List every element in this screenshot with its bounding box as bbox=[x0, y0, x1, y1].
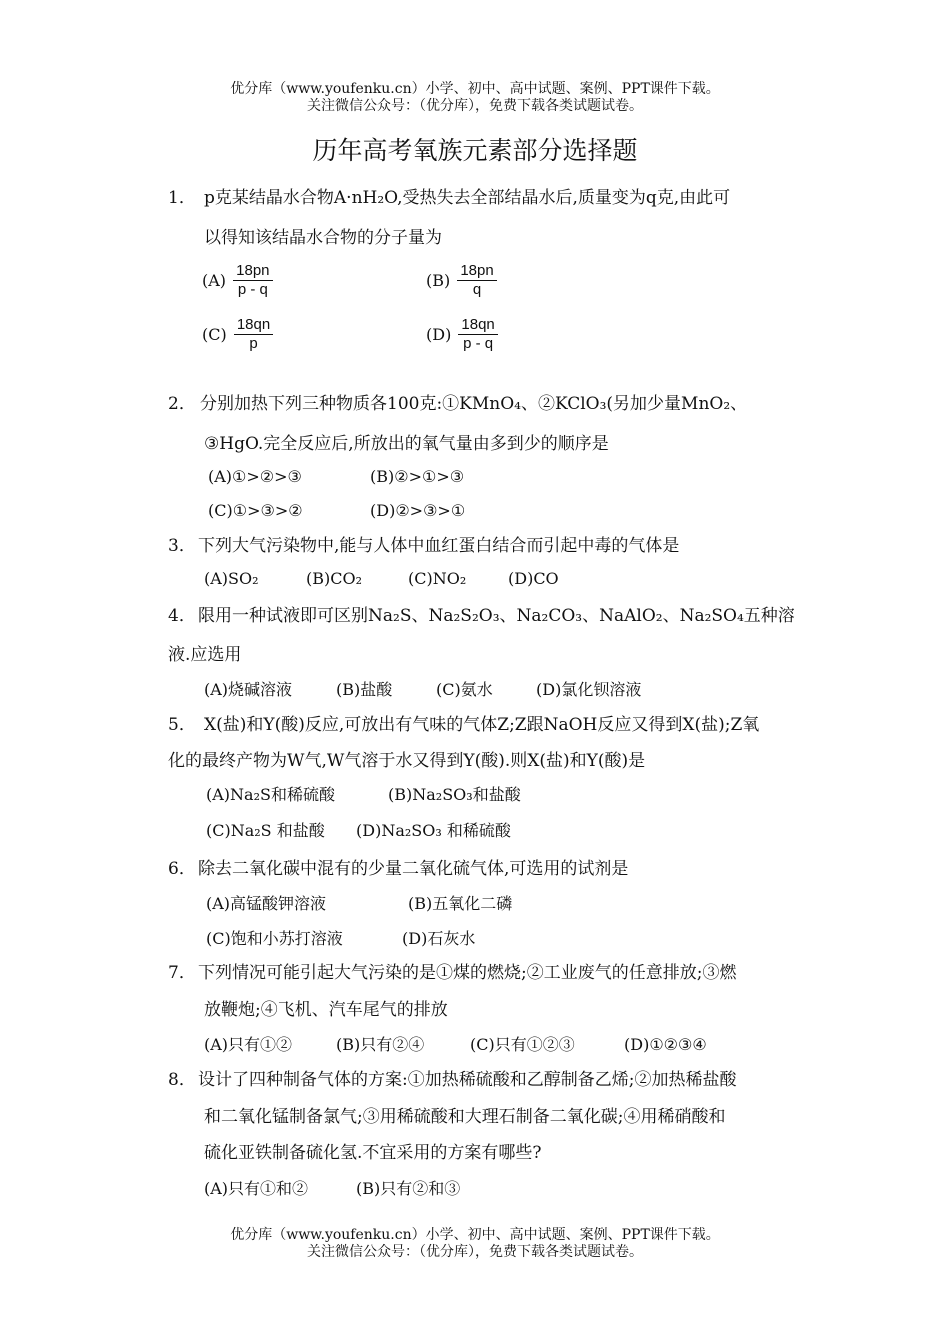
q5-option-b: (B)Na₂SO₃和盐酸 bbox=[388, 785, 521, 804]
question-4-line-1: 限用一种试液即可区别Na₂S、Na₂S₂O₃、Na₂CO₃、NaAlO₂、Na₂SO₄五种溶 bbox=[198, 606, 795, 626]
q1-option-d-fraction bbox=[458, 316, 497, 353]
q1-option-d bbox=[426, 316, 498, 353]
q3-option-b: (B)CO₂ bbox=[306, 569, 363, 588]
q2-option-a: (A)①>②>③ bbox=[208, 467, 302, 486]
q8-option-a: (A)只有①和② bbox=[204, 1179, 309, 1198]
question-2-line-2: ③HgO.完全反应后,所放出的氧气量由多到少的顺序是 bbox=[204, 434, 609, 454]
q1-option-d-label: (D) bbox=[426, 325, 452, 344]
q1-option-c-denominator: p bbox=[249, 335, 258, 352]
q6-option-a: (A)高锰酸钾溶液 bbox=[206, 894, 327, 913]
q1-option-a-label: (A) bbox=[202, 271, 227, 290]
q1-option-c-fraction bbox=[234, 316, 273, 353]
question-7-number: 7． bbox=[168, 963, 196, 983]
q1-option-b-numerator: 18pn bbox=[457, 262, 496, 281]
question-5-line-1: X(盐)和Y(酸)反应,可放出有气味的气体Z;Z跟NaOH反应又得到X(盐);Z氧 bbox=[204, 715, 760, 735]
q6-option-b: (B)五氧化二磷 bbox=[408, 894, 513, 913]
q3-option-d: (D)CO bbox=[508, 569, 559, 588]
question-8-number: 8． bbox=[168, 1070, 196, 1090]
q5-option-c: (C)Na₂S 和盐酸 bbox=[206, 821, 325, 840]
header-line-1: 优分库（www.youfenku.cn）小学、初中、高中试题、案例、PPT课件下载。 bbox=[230, 81, 720, 97]
q7-option-d: (D)①②③④ bbox=[624, 1035, 707, 1054]
question-5-line-2: 化的最终产物为W气,W气溶于水又得到Y(酸).则X(盐)和Y(酸)是 bbox=[168, 751, 646, 771]
q1-option-b-fraction bbox=[457, 262, 496, 299]
question-6-number: 6． bbox=[168, 859, 196, 879]
footer-line-2: 关注微信公众号：（优分库），免费下载各类试题试卷。 bbox=[307, 1244, 643, 1260]
q7-option-b: (B)只有②④ bbox=[336, 1035, 425, 1054]
question-2-number: 2． bbox=[168, 394, 196, 414]
question-2-line-1: 分别加热下列三种物质各100克:①KMnO₄、②KClO₃(另加少量MnO₂、 bbox=[200, 394, 748, 414]
header-line-2: 关注微信公众号：（优分库），免费下载各类试题试卷。 bbox=[307, 98, 643, 114]
q3-option-a: (A)SO₂ bbox=[204, 569, 259, 588]
question-7-line-2: 放鞭炮;④飞机、汽车尾气的排放 bbox=[204, 1000, 448, 1020]
q4-option-a: (A)烧碱溶液 bbox=[204, 680, 293, 699]
question-8-line-1: 设计了四种制备气体的方案:①加热稀硫酸和乙醇制备乙烯;②加热稀盐酸 bbox=[198, 1070, 737, 1090]
q6-option-c: (C)饱和小苏打溶液 bbox=[206, 929, 343, 948]
question-5-number: 5． bbox=[168, 715, 196, 735]
q7-option-a: (A)只有①② bbox=[204, 1035, 293, 1054]
q1-option-c-numerator: 18qn bbox=[234, 316, 273, 335]
footer-line-1: 优分库（www.youfenku.cn）小学、初中、高中试题、案例、PPT课件下载。 bbox=[230, 1227, 720, 1243]
question-6-line-1: 除去二氧化碳中混有的少量二氧化硫气体,可选用的试剂是 bbox=[198, 859, 629, 879]
q1-option-d-numerator: 18qn bbox=[458, 316, 497, 335]
question-8-line-3: 硫化亚铁制备硫化氢.不宜采用的方案有哪些? bbox=[204, 1143, 542, 1163]
q1-option-a-numerator: 18pn bbox=[233, 262, 272, 281]
q1-option-b-denominator: q bbox=[472, 281, 482, 298]
q4-option-d: (D)氯化钡溶液 bbox=[536, 680, 642, 699]
q1-option-a bbox=[202, 262, 273, 299]
q3-option-c: (C)NO₂ bbox=[408, 569, 467, 588]
question-1-number: 1． bbox=[168, 188, 196, 208]
question-1-line-2: 以得知该结晶水合物的分子量为 bbox=[204, 228, 442, 248]
q4-option-c: (C)氨水 bbox=[436, 680, 493, 699]
question-8-line-2: 和二氧化锰制备氯气;③用稀硫酸和大理石制备二氧化碳;④用稀硝酸和 bbox=[204, 1107, 726, 1127]
q2-option-c: (C)①>③>② bbox=[208, 501, 303, 520]
q6-option-d: (D)石灰水 bbox=[402, 929, 476, 948]
q7-option-c: (C)只有①②③ bbox=[470, 1035, 575, 1054]
q1-option-c-label: (C) bbox=[202, 325, 227, 344]
q1-option-d-denominator: p - q bbox=[463, 335, 494, 352]
q8-option-b: (B)只有②和③ bbox=[356, 1179, 461, 1198]
question-1-line-1: p克某结晶水合物A·nH₂O,受热失去全部结晶水后,质量变为q克,由此可 bbox=[204, 188, 731, 208]
q1-option-a-fraction bbox=[233, 262, 272, 299]
q5-option-d: (D)Na₂SO₃ 和稀硫酸 bbox=[356, 821, 511, 840]
q4-option-b: (B)盐酸 bbox=[336, 680, 393, 699]
page-title: 历年高考氧族元素部分选择题 bbox=[312, 136, 638, 165]
q2-option-b: (B)②>①>③ bbox=[370, 467, 465, 486]
q1-option-c bbox=[202, 316, 273, 353]
q5-option-a: (A)Na₂S和稀硫酸 bbox=[206, 785, 335, 804]
question-3-number: 3． bbox=[168, 536, 196, 556]
q1-option-a-denominator: p - q bbox=[237, 281, 268, 298]
q2-option-d: (D)②>③>① bbox=[370, 501, 466, 520]
q1-option-b bbox=[426, 262, 497, 299]
question-4-line-2: 液.应选用 bbox=[168, 645, 242, 665]
question-3-line-1: 下列大气污染物中,能与人体中血红蛋白结合而引起中毒的气体是 bbox=[198, 536, 680, 556]
q1-option-b-label: (B) bbox=[426, 271, 451, 290]
question-4-number: 4． bbox=[168, 606, 196, 626]
question-7-line-1: 下列情况可能引起大气污染的是①煤的燃烧;②工业废气的任意排放;③燃 bbox=[198, 963, 737, 983]
